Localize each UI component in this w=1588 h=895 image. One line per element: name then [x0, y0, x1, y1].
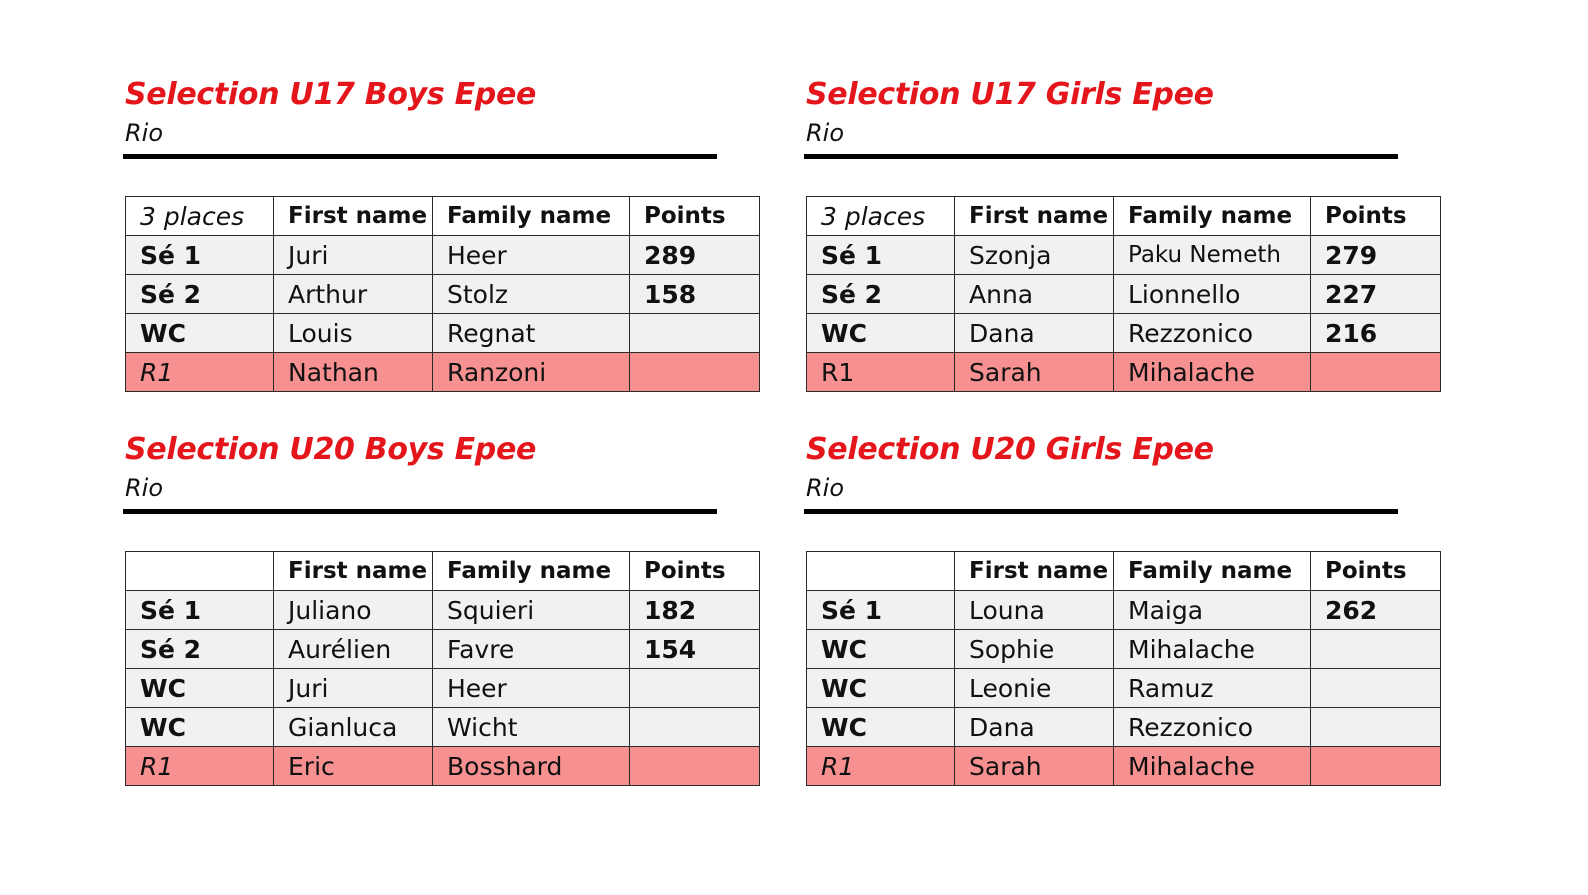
section-divider [123, 154, 717, 159]
header-first-name: First name [955, 197, 1114, 236]
selection-table [806, 196, 1441, 392]
table-row [807, 275, 1441, 314]
points-cell [630, 353, 760, 392]
seed-cell: R1 [126, 353, 274, 392]
family-name-cell: Mihalache [1114, 747, 1311, 786]
points-cell [630, 314, 760, 353]
header-first-name: First name [274, 552, 433, 591]
family-name-cell: Ranzoni [433, 353, 630, 392]
seed-cell: WC [126, 314, 274, 353]
header-family-name: Family name [433, 197, 630, 236]
table-row [126, 275, 760, 314]
family-name-cell: Rezzonico [1114, 314, 1311, 353]
table-header-row [126, 197, 760, 236]
first-name-cell: Sarah [955, 353, 1114, 392]
seed-cell: R1 [807, 353, 955, 392]
table-row [126, 236, 760, 275]
first-name-cell: Arthur [274, 275, 433, 314]
first-name-cell: Aurélien [274, 630, 433, 669]
header-points: Points [1311, 552, 1441, 591]
reserve-row [807, 353, 1441, 392]
table-row [126, 630, 760, 669]
table-row [126, 708, 760, 747]
header-places [807, 552, 955, 591]
points-cell: 227 [1311, 275, 1441, 314]
first-name-cell: Anna [955, 275, 1114, 314]
first-name-cell: Dana [955, 314, 1114, 353]
table-row [807, 236, 1441, 275]
family-name-cell: Mihalache [1114, 353, 1311, 392]
points-cell: 158 [630, 275, 760, 314]
family-name-cell: Rezzonico [1114, 708, 1311, 747]
header-first-name: First name [274, 197, 433, 236]
seed-cell: WC [126, 669, 274, 708]
family-name-cell: Wicht [433, 708, 630, 747]
seed-cell: Sé 1 [126, 236, 274, 275]
reserve-row [126, 353, 760, 392]
points-cell [1311, 708, 1441, 747]
points-cell [630, 669, 760, 708]
table-row [807, 669, 1441, 708]
seed-cell: Sé 2 [126, 630, 274, 669]
table-header-row [807, 552, 1441, 591]
first-name-cell: Louna [955, 591, 1114, 630]
points-cell [630, 708, 760, 747]
table-row [126, 591, 760, 630]
points-cell [1311, 747, 1441, 786]
table-row [126, 314, 760, 353]
family-name-cell: Bosshard [433, 747, 630, 786]
first-name-cell: Leonie [955, 669, 1114, 708]
header-points: Points [630, 552, 760, 591]
first-name-cell: Sophie [955, 630, 1114, 669]
family-name-cell: Lionnello [1114, 275, 1311, 314]
seed-cell: WC [126, 708, 274, 747]
section-location: Rio [806, 474, 845, 502]
table-row [807, 708, 1441, 747]
header-places: 3 places [807, 197, 955, 236]
header-points: Points [1311, 197, 1441, 236]
selection-table [806, 551, 1441, 786]
header-family-name: Family name [433, 552, 630, 591]
family-name-cell: Ramuz [1114, 669, 1311, 708]
seed-cell: Sé 1 [807, 591, 955, 630]
seed-cell: Sé 1 [807, 236, 955, 275]
family-name-cell: Heer [433, 236, 630, 275]
section-location: Rio [125, 474, 164, 502]
table-header-row [126, 552, 760, 591]
first-name-cell: Juliano [274, 591, 433, 630]
family-name-cell: Regnat [433, 314, 630, 353]
family-name-cell: Mihalache [1114, 630, 1311, 669]
section-divider [804, 509, 1398, 514]
table-row [807, 591, 1441, 630]
table-header-row [807, 197, 1441, 236]
points-cell [1311, 630, 1441, 669]
family-name-cell: Paku Nemeth [1114, 236, 1311, 275]
section-location: Rio [806, 119, 845, 147]
first-name-cell: Sarah [955, 747, 1114, 786]
points-cell: 279 [1311, 236, 1441, 275]
section-title: Selection U20 Boys Epee [125, 432, 537, 467]
seed-cell: Sé 1 [126, 591, 274, 630]
first-name-cell: Eric [274, 747, 433, 786]
points-cell [1311, 669, 1441, 708]
family-name-cell: Maiga [1114, 591, 1311, 630]
section-divider [804, 154, 1398, 159]
first-name-cell: Gianluca [274, 708, 433, 747]
points-cell: 262 [1311, 591, 1441, 630]
header-places [126, 552, 274, 591]
family-name-cell: Stolz [433, 275, 630, 314]
points-cell: 154 [630, 630, 760, 669]
header-first-name: First name [955, 552, 1114, 591]
seed-cell: Sé 2 [807, 275, 955, 314]
first-name-cell: Dana [955, 708, 1114, 747]
section-location: Rio [125, 119, 164, 147]
section-title: Selection U17 Boys Epee [125, 77, 537, 112]
family-name-cell: Squieri [433, 591, 630, 630]
points-cell: 289 [630, 236, 760, 275]
header-family-name: Family name [1114, 197, 1311, 236]
family-name-cell: Heer [433, 669, 630, 708]
reserve-row [807, 747, 1441, 786]
seed-cell: WC [807, 314, 955, 353]
first-name-cell: Louis [274, 314, 433, 353]
reserve-row [126, 747, 760, 786]
points-cell [630, 747, 760, 786]
points-cell: 182 [630, 591, 760, 630]
seed-cell: R1 [807, 747, 955, 786]
points-cell [1311, 353, 1441, 392]
header-points: Points [630, 197, 760, 236]
first-name-cell: Nathan [274, 353, 433, 392]
first-name-cell: Juri [274, 236, 433, 275]
section-title: Selection U17 Girls Epee [806, 77, 1214, 112]
table-row [126, 669, 760, 708]
seed-cell: WC [807, 669, 955, 708]
header-family-name: Family name [1114, 552, 1311, 591]
table-row [807, 630, 1441, 669]
section-divider [123, 509, 717, 514]
header-places: 3 places [126, 197, 274, 236]
table-row [807, 314, 1441, 353]
first-name-cell: Juri [274, 669, 433, 708]
first-name-cell: Szonja [955, 236, 1114, 275]
points-cell: 216 [1311, 314, 1441, 353]
selection-table [125, 196, 760, 392]
seed-cell: WC [807, 708, 955, 747]
section-title: Selection U20 Girls Epee [806, 432, 1214, 467]
seed-cell: WC [807, 630, 955, 669]
family-name-cell: Favre [433, 630, 630, 669]
seed-cell: Sé 2 [126, 275, 274, 314]
seed-cell: R1 [126, 747, 274, 786]
selection-table [125, 551, 760, 786]
